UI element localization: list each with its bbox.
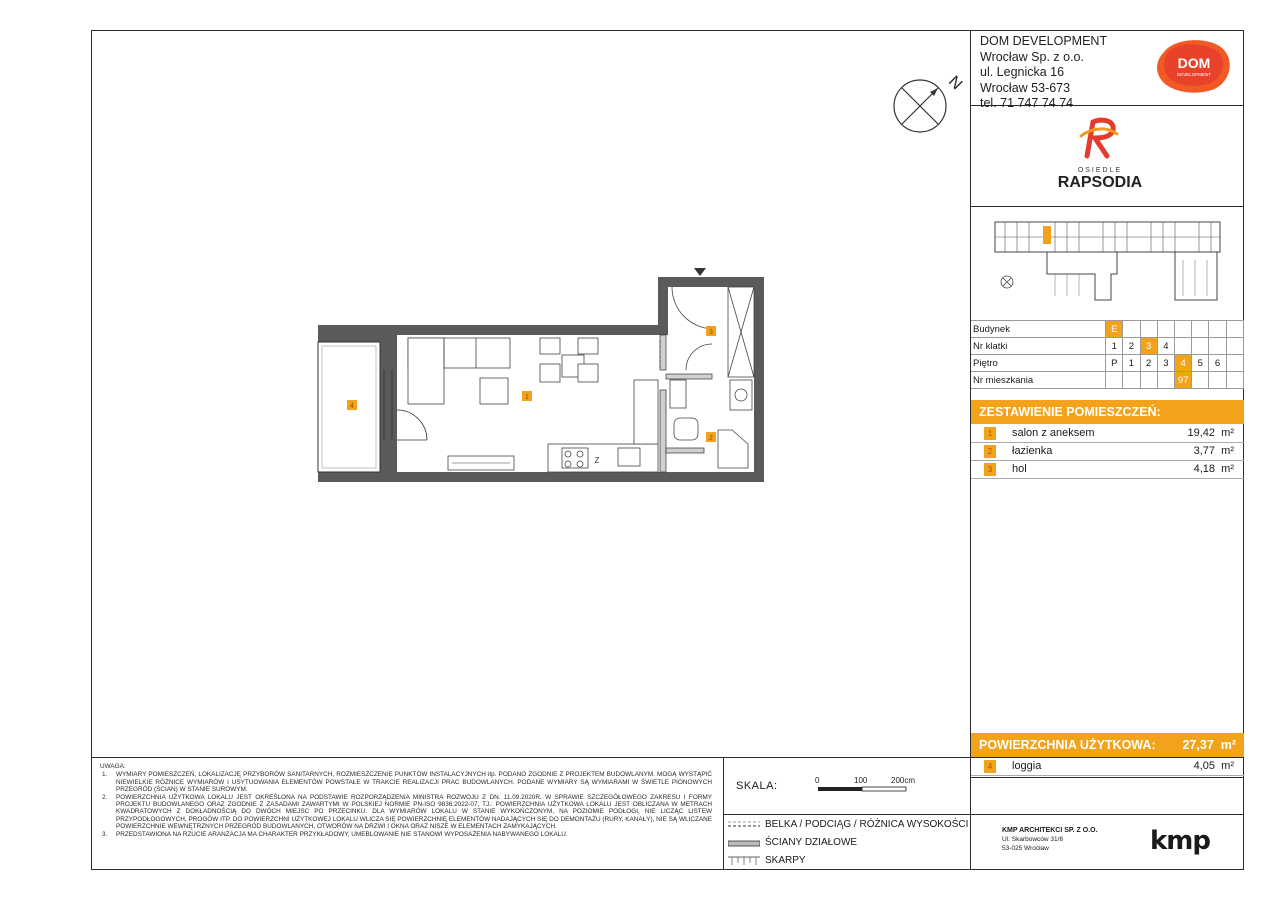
- note-item: 3. PRZEDSTAWIONA NA RZUCIE ARANŻACJA MA CHARAKTER PRZYKŁADOWY, UMEBLOWANIE NIE STANOWI WYPOSAŻENIA NABYWANEGO LOKALU.: [102, 830, 568, 838]
- divider: [970, 777, 1244, 778]
- staircase-cell: 1: [1106, 338, 1123, 355]
- floor-cell: 2: [1140, 355, 1157, 372]
- empty-cell: [1157, 372, 1174, 389]
- empty-cell: [1226, 321, 1243, 338]
- room-name: hol: [1012, 463, 1027, 475]
- notes-title: UWAGA:: [100, 763, 126, 770]
- architect-info: [1002, 826, 1098, 853]
- slope-icon: [728, 855, 760, 867]
- company-address: [980, 34, 1107, 112]
- empty-cell: [1226, 338, 1243, 355]
- dom-logo-text: DOM: [1177, 55, 1211, 71]
- staircase-cell: 4: [1157, 338, 1174, 355]
- building-row: [971, 321, 1244, 338]
- floor-row: [971, 355, 1244, 372]
- loggia-row: [971, 758, 1244, 776]
- room-name: salon z aneksem: [1012, 427, 1095, 439]
- room-4-label: 4: [350, 403, 354, 410]
- apartment-number-label: Nr mieszkania: [971, 372, 1106, 389]
- north-arrow-icon: [890, 60, 970, 140]
- estate-name: RAPSODIA: [1057, 174, 1143, 191]
- staircase-label: Nr klatki: [971, 338, 1106, 355]
- north-label: N: [944, 73, 966, 94]
- room-1-label: 1: [525, 394, 529, 401]
- room-number-badge: 4: [984, 760, 996, 773]
- scale-tick: 100: [854, 776, 868, 785]
- staircase-row: [971, 338, 1244, 355]
- legend-label: BELKA / PODCIĄG / RÓŻNICA WYSOKOŚCI: [765, 819, 969, 830]
- scale-bar: [812, 774, 922, 794]
- empty-cell: [1123, 321, 1140, 338]
- apartment-number-row: [971, 372, 1244, 389]
- architect-name: KMP ARCHITEKCI SP. Z O.O.: [1002, 827, 1098, 834]
- apartment-number-cell: 97: [1175, 372, 1192, 389]
- divider: [723, 814, 1244, 815]
- rooms-heading: ZESTAWIENIE POMIESZCZEŃ:: [971, 400, 1244, 424]
- empty-cell: [1192, 338, 1209, 355]
- room-area: 3,77 m²: [1193, 445, 1234, 457]
- room-area: 19,42 m²: [1187, 427, 1234, 439]
- empty-cell: [1226, 372, 1243, 389]
- floor-cell: 1: [1123, 355, 1140, 372]
- scale-tick: 200cm: [891, 776, 916, 785]
- room-row: [971, 461, 1244, 479]
- company-line: Wrocław 53-673: [980, 80, 1071, 95]
- room-row: [971, 443, 1244, 461]
- company-phone: tel. 71 747 74 74: [980, 96, 1074, 110]
- floor-cell: 3: [1157, 355, 1174, 372]
- company-name: DOM DEVELOPMENT: [980, 34, 1108, 48]
- room-2-label: 2: [709, 435, 713, 442]
- room-name: łazienka: [1012, 445, 1053, 457]
- floor-cell: 5: [1192, 355, 1209, 372]
- room-area: 4,05 m²: [1193, 760, 1234, 772]
- legend-label: SKARPY: [765, 855, 806, 866]
- empty-cell: [1140, 321, 1157, 338]
- empty-cell: [1209, 338, 1226, 355]
- room-number-badge: 1: [984, 427, 996, 440]
- notes-block: [100, 763, 712, 838]
- total-area-bar: [971, 733, 1244, 757]
- divider: [970, 206, 1244, 207]
- total-area-value: 27,37 m²: [1182, 738, 1236, 752]
- room-number-badge: 3: [984, 463, 996, 476]
- empty-cell: [1175, 338, 1192, 355]
- kmp-logo: kmp: [1150, 826, 1210, 856]
- dashed-line-icon: [728, 821, 760, 831]
- empty-cell: [1209, 321, 1226, 338]
- note-item: 2. POWIERZCHNIA UŻYTKOWA LOKALU JEST OKREŚLONA NA PODSTAWIE ROZPORZĄDZENIA MINISTRA ROZWOJU Z DN. 11.09.2020R. W SPRAWIE SZCZEGÓŁOWEGO ZAKRESU I FORMY PROJEKTU BUDOWLANEGO ORAZ ZGODNIE Z ZASADAMI ZAWARTYMI W POLSKIEJ NORMIE PN-ISO 9836:2022-07, TJ.: POWIERZCHNIA UŻYTKOWA LOKALU JEST OBLICZANA W METRACH KWADRATOWYCH Z DOKŁADNOŚCIĄ DO DWÓCH MIEJSC PO PRZECINKU. DLA WYMIARÓW LOKALU W STANIE WYKOŃCZONYM, NA POZIOMIE PODŁOGI, NIE LICZĄC LISTEW PRZYPODŁOGOWYCH, PROGÓW ITP. DO POWIERZCHNI UŻYTKOWEJ LOKALU WLICZA SIĘ POWIERZCHNIĘ ELEMENTÓW NADAJĄCYCH SIĘ DO DEMONTAŻU (RURY, KANAŁY), NIE SĄ WLICZANE POWIERZCHNIE WEWNĘTRZNYCH PRZEGRÓD BUDOWLANYCH, OTWORÓW NA DRZWI I OKNA ORAZ NISZE W ELEMENTACH ZAMYKAJĄCYCH.: [102, 793, 712, 831]
- empty-cell: [1157, 321, 1174, 338]
- room-number-badge: 2: [984, 445, 996, 458]
- estate-prefix: OSIEDLE: [1077, 167, 1123, 174]
- room-name: loggia: [1012, 760, 1042, 772]
- empty-cell: [1106, 372, 1123, 389]
- empty-cell: [1226, 355, 1243, 372]
- company-line: Wrocław Sp. z o.o.: [980, 49, 1084, 64]
- floor-cell: 6: [1209, 355, 1226, 372]
- rapsodia-r-icon: [1077, 116, 1123, 160]
- total-area-label: POWIERZCHNIA UŻYTKOWA:: [979, 738, 1156, 752]
- empty-cell: [1209, 372, 1226, 389]
- staircase-cell: 2: [1123, 338, 1140, 355]
- room-area: 4,18 m²: [1193, 463, 1234, 475]
- dom-logo-subtext: DEVELOPMENT: [1176, 72, 1212, 77]
- architect-city: 53-025 Wrocław: [1002, 845, 1049, 852]
- company-line: ul. Legnicka 16: [980, 65, 1065, 79]
- scale-tick: 0: [815, 776, 820, 785]
- staircase-cell: 3: [1140, 338, 1157, 355]
- building-cell: E: [1106, 321, 1123, 338]
- empty-cell: [1175, 321, 1192, 338]
- scale-label: SKALA:: [736, 780, 778, 792]
- note-item: 1. WYMIARY POMIESZCZEŃ, LOKALIZACJĘ PRZYBORÓW SANITARNYCH, ROZMIESZCZENIE PUNKTÓW INSTALACYJNYCH itp. PODANO ZGODNIE Z PROJEKTEM BUDOWLANYM. MOGĄ WYSTĄPIĆ NIEWIELKIE RÓŻNICE WYMIARÓW I USYTUOWANIA ELEMENTÓW POWSTAŁE W TRAKCIE REALIZACJI PRAC BUDOWLANYCH. PODANE WYMIARY SĄ WYMIARAMI W ŚWIETLE PIONOWYCH PRZEGRÓD (ŚCIAN) W STANIE SUROWYM.: [102, 771, 712, 794]
- empty-cell: [1192, 321, 1209, 338]
- empty-cell: [1123, 372, 1140, 389]
- room-row: [971, 425, 1244, 443]
- rapsodia-logo: [1040, 116, 1160, 198]
- floor-plan: [300, 260, 780, 490]
- architect-street: Ul. Skarbowców 31/6: [1002, 836, 1064, 843]
- floor-cell: P: [1106, 355, 1123, 372]
- dom-development-logo: [1156, 38, 1232, 94]
- building-label: Budynek: [971, 321, 1106, 338]
- empty-cell: [1192, 372, 1209, 389]
- apartment-info-table: [971, 320, 1244, 389]
- hatched-wall-icon: [728, 839, 760, 849]
- floor-cell: 4: [1175, 355, 1192, 372]
- legend-label: ŚCIANY DZIAŁOWE: [765, 837, 858, 848]
- room-3-label: 3: [709, 329, 713, 336]
- building-key-plan: [985, 212, 1230, 307]
- empty-cell: [1140, 372, 1157, 389]
- z-label: Z: [594, 456, 600, 465]
- floor-label: Piętro: [971, 355, 1106, 372]
